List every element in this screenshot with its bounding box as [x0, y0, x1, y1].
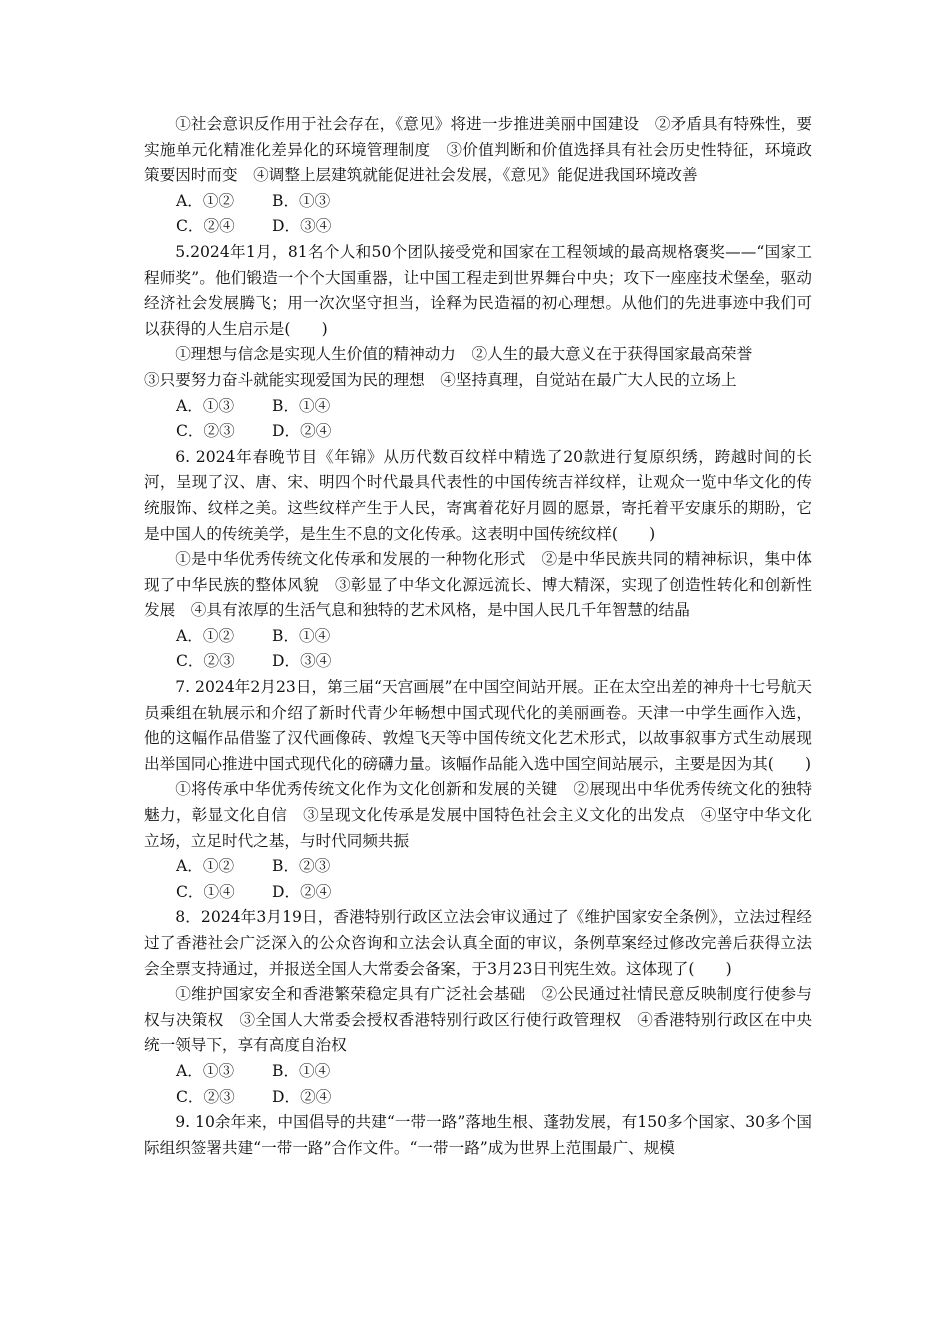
options-paragraph: ①理想与信念是实现人生价值的精神动力 ②人生的最大意义在于获得国家最高荣誉 — [175, 345, 753, 364]
answer-choices — [144, 880, 812, 906]
answer-choices — [144, 1059, 812, 1085]
choice-a: A．①② — [176, 857, 235, 876]
choice-b: B．①③ — [272, 191, 331, 210]
question-8: 8．2024年3月19日，香港特别行政区立法会审议通过了《维护国家安全条例》，立法过程经过了香港社会广泛深入的公众咨询和立法会认真全面的审议，条例草案经过修改完善后获得立法会全票支持通过，并报送全国人大常委会备案，于3月23日刊宪生效。这体现了( ) — [144, 908, 812, 978]
question-7: 7. 2024年2月23日，第三届“天宫画展”在中国空间站开展。正在太空出差的神舟十七号航天员乘组在轨展示和介绍了新时代青少年畅想中国式现代化的美丽画卷。天津一中学生画作入选，他的这幅作品借鉴了汉代画像砖、敦煌飞天等中国传统文化艺术形式，以故事叙事方式生动展现出举国同心推进中国式现代化的磅礴力量。该幅作品能入选中国空间站展示，主要是因为其( ) — [144, 678, 812, 773]
choice-d: D．②④ — [272, 1087, 332, 1106]
options-paragraph: ①将传承中华优秀传统文化作为文化创新和发展的关键 ②展现出中华优秀传统文化的独特魅力，彰显文化自信 ③呈现文化传承是发展中国特色社会主义文化的出发点 ④坚守中华文化立场，立足时代之基，与时代同频共振 — [144, 780, 812, 850]
choice-d: D．③④ — [272, 217, 332, 236]
document-page — [144, 112, 812, 1161]
answer-choices — [144, 214, 812, 240]
choice-a: A．①② — [176, 626, 235, 645]
choice-b: B．①④ — [272, 396, 331, 415]
question-9: 9. 10余年来，中国倡导的共建“一带一路”落地生根、蓬勃发展，有150多个国家、30多个国际组织签署共建“一带一路”合作文件。“一带一路”成为世界上范围最广、规模 — [144, 1113, 812, 1157]
answer-choices — [144, 394, 812, 420]
choice-d: D．②④ — [272, 882, 332, 901]
choice-a: A．①③ — [176, 396, 235, 415]
answer-choices — [144, 1085, 812, 1111]
options-paragraph: ③只要努力奋斗就能实现爱国为民的理想 ④坚持真理，自觉站在最广大人民的立场上 — [144, 370, 737, 389]
choice-a: A．①② — [176, 191, 235, 210]
choice-b: B．②③ — [272, 857, 331, 876]
options-paragraph: ①社会意识反作用于社会存在，《意见》将进一步推进美丽中国建设 ②矛盾具有特殊性，要实施单元化精准化差异化的环境管理制度 ③价值判断和价值选择具有社会历史性特征，环境政策要因时而变 ④调整上层建筑就能促进社会发展，《意见》能促进我国环境改善 — [144, 115, 812, 185]
choice-a: A．①③ — [176, 1061, 235, 1080]
choice-c: C．②③ — [176, 422, 235, 441]
answer-choices — [144, 189, 812, 215]
choice-c: C．②③ — [176, 1087, 235, 1106]
question-6: 6. 2024年春晚节目《年锦》从历代数百纹样中精选了20款进行复原织绣，跨越时间的长河，呈现了汉、唐、宋、明四个时代最具代表性的中国传统吉祥纹样，让观众一览中华文化的传统服饰、纹样之美。这些纹样产生于人民，寄寓着花好月圆的愿景，寄托着平安康乐的期盼，它是中国人的传统美学，是生生不息的文化传承。这表明中国传统纹样( ) — [144, 447, 812, 543]
options-paragraph: ①维护国家安全和香港繁荣稳定具有广泛社会基础 ②公民通过社情民意反映制度行使参与权与决策权 ③全国人大常委会授权香港特别行政区行使行政管理权 ④香港特别行政区在中央统一领导下，享有高度自治权 — [144, 985, 812, 1055]
choice-c: C．②④ — [176, 217, 235, 236]
options-paragraph: ①是中华优秀传统文化传承和发展的一种物化形式 ②是中华民族共同的精神标识，集中体现了中华民族的整体风貌 ③彰显了中华文化源远流长、博大精深，实现了创造性转化和创新性发展 ④具有浓厚的生活气息和独特的艺术风格，是中国人民几千年智慧的结晶 — [144, 550, 812, 620]
choice-c: C．②③ — [176, 652, 235, 671]
choice-b: B．①④ — [272, 626, 331, 645]
choice-c: C．①④ — [176, 882, 235, 901]
answer-choices — [144, 854, 812, 880]
question-5: 5.2024年1月，81名个人和50个团队接受党和国家在工程领域的最高规格褒奖——“国家工程师奖”。他们锻造一个个大国重器，让中国工程走到世界舞台中央；攻下一座座技术堡垒，驱动经济社会发展腾飞；用一次次坚守担当，诠释为民造福的初心理想。从他们的先进事迹中我们可以获得的人生启示是( ) — [144, 242, 812, 338]
choice-d: D．③④ — [272, 652, 332, 671]
answer-choices — [144, 649, 812, 675]
choice-b: B．①④ — [272, 1061, 331, 1080]
choice-d: D．②④ — [272, 422, 332, 441]
answer-choices — [144, 419, 812, 445]
answer-choices — [144, 624, 812, 650]
